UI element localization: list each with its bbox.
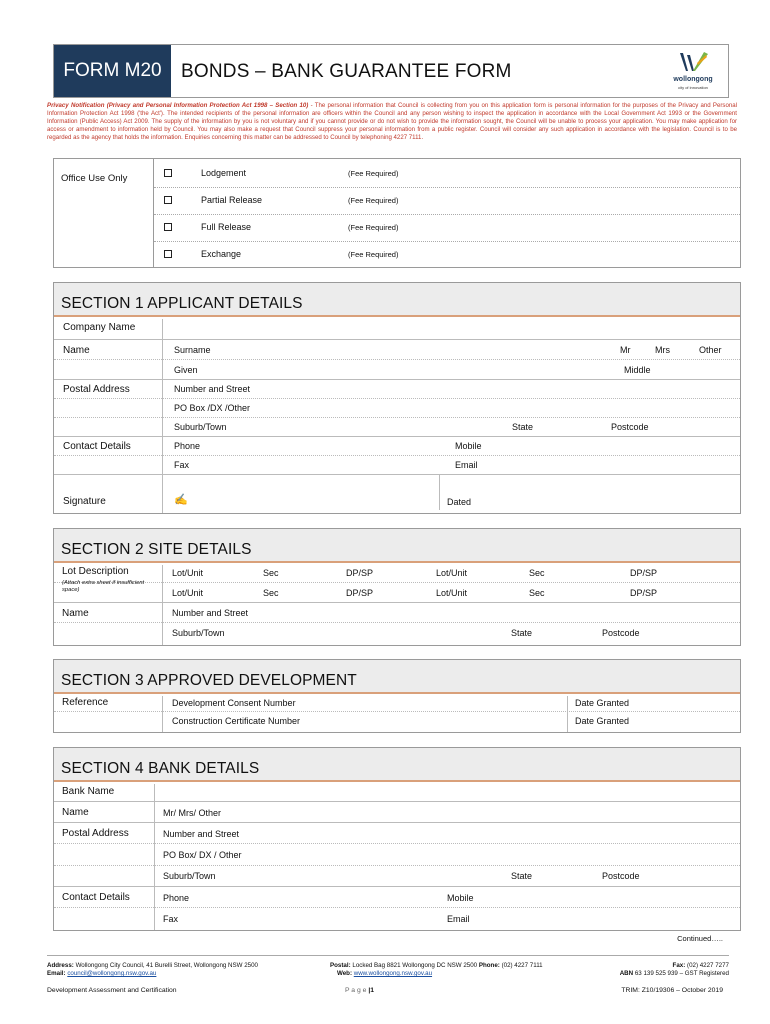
- dev-consent-date-field[interactable]: Date Granted: [575, 698, 630, 708]
- signature-divider: [439, 475, 440, 510]
- name-label: Name: [63, 345, 90, 356]
- bank-postal-address-label: Postal Address: [62, 828, 129, 839]
- office-use-box: [53, 158, 741, 268]
- bank-state-field[interactable]: State: [511, 871, 533, 881]
- form-code: FORM M20: [54, 45, 171, 97]
- construction-cert-date-field[interactable]: Date Granted: [575, 716, 630, 726]
- section-4-header: [54, 748, 740, 782]
- bank-name-field[interactable]: [156, 782, 738, 801]
- reference-label: Reference: [62, 697, 109, 708]
- logo-name: wollongong: [673, 76, 713, 83]
- phone-row: [54, 437, 740, 456]
- bank-fax-row: [54, 908, 740, 930]
- bank-name-label: Bank Name: [62, 786, 115, 797]
- privacy-body: - The personal information that Council is collecting from you on this application form is personal information for the purposes of the Privacy and Personal Information Protection Act 1998 ('the Act'). The intended recipients of the personal information are officers within the Council and any person wishing to inspect the application in accordance with the Local Government Act 1993 or the Government Information (Public Access) Act 2009. The supply of the information by you is not voluntary and if you cannot provide or do not wish to provide the information sought, the Council will be unable to process your application. You may make application for access or amendment to information held by Council. You may also make a request that Council suppress your personal information from a public register. Council will consider any such application in accordance with the legislation. Council is to be regarded as the agency that holds the information. Enquiries concerning this matter can be addressed to Council by telephoning 4227 7111.: [47, 102, 737, 142]
- phone-field[interactable]: Phone: [174, 441, 201, 451]
- lot-unit-field-2[interactable]: Lot/Unit: [436, 568, 468, 578]
- surname-field[interactable]: Surname: [174, 345, 211, 355]
- footer-web-link[interactable]: www.wollongong.nsw.gov.au: [353, 970, 433, 977]
- logo-tagline: city of innovation: [678, 85, 708, 90]
- abn-label: ABN: [619, 970, 634, 977]
- mr-option[interactable]: Mr: [620, 345, 631, 355]
- lot-description-label: Lot Description: [62, 566, 129, 577]
- signature-field[interactable]: [164, 475, 439, 510]
- office-row-lodgement: [154, 161, 740, 188]
- given-row: [54, 360, 740, 380]
- section-2-header: [54, 529, 740, 563]
- bank-phone-field[interactable]: Phone: [163, 893, 190, 903]
- company-name-label: Company Name: [63, 322, 136, 333]
- lodgement-fee: (Fee Required): [348, 169, 399, 178]
- sec-field-3[interactable]: Sec: [263, 588, 279, 598]
- site-name-label: Name: [62, 608, 89, 619]
- state-field[interactable]: State: [512, 422, 534, 432]
- dev-consent-row: [54, 694, 740, 712]
- page-label: P a g e: [345, 987, 367, 994]
- bank-postcode-field[interactable]: Postcode: [602, 871, 640, 881]
- bank-suburb-row: [54, 866, 740, 887]
- section-1-title: SECTION 1 APPLICANT DETAILS: [61, 295, 303, 312]
- footer-email-link[interactable]: council@wollongong.nsw.gov.au: [67, 970, 157, 977]
- full-release-label: Full Release: [201, 222, 252, 232]
- site-postcode-field[interactable]: Postcode: [602, 628, 640, 638]
- bank-pobox-row: [54, 844, 740, 866]
- partial-release-label: Partial Release: [201, 195, 263, 205]
- footer-postal-block: [330, 962, 543, 978]
- lot-unit-field-4[interactable]: Lot/Unit: [436, 588, 468, 598]
- footer-fax: (02) 4227 7277: [687, 962, 729, 969]
- phone-label: Phone:: [478, 962, 500, 969]
- surname-row: [54, 340, 740, 360]
- site-street-row: [54, 603, 740, 623]
- privacy-notification: [47, 102, 737, 142]
- bank-mobile-field[interactable]: Mobile: [447, 893, 474, 903]
- full-release-checkbox[interactable]: [164, 223, 172, 231]
- bank-name-row: [54, 782, 740, 802]
- partial-release-fee: (Fee Required): [348, 196, 399, 205]
- dpsp-field-3[interactable]: DP/SP: [346, 588, 374, 598]
- web-label: Web:: [337, 970, 353, 977]
- exchange-checkbox[interactable]: [164, 250, 172, 258]
- dpsp-field-2[interactable]: DP/SP: [630, 568, 658, 578]
- exchange-fee: (Fee Required): [348, 250, 399, 259]
- dpsp-field-1[interactable]: DP/SP: [346, 568, 374, 578]
- bank-number-street-field[interactable]: Number and Street: [163, 829, 240, 839]
- bank-phone-row: [54, 887, 740, 908]
- footer-trim: TRIM: Z10/19306 – October 2019: [621, 987, 723, 994]
- bank-name-person-label: Name: [62, 807, 89, 818]
- postal-address-label: Postal Address: [63, 384, 130, 395]
- form-header: [53, 44, 729, 98]
- bank-email-field[interactable]: Email: [447, 914, 470, 924]
- section-bank-details: [53, 747, 741, 931]
- bank-po-box-field[interactable]: PO Box/ DX / Other: [163, 850, 242, 860]
- site-suburb-field[interactable]: Suburb/Town: [172, 628, 225, 638]
- office-use-label: Office Use Only: [61, 173, 128, 184]
- council-logo: [664, 49, 722, 93]
- footer-address-block: [47, 962, 258, 978]
- section-3-header: [54, 660, 740, 694]
- bank-title-field[interactable]: Mr/ Mrs/ Other: [163, 808, 221, 818]
- page-indicator: [345, 987, 374, 994]
- signature-label: Signature: [63, 496, 106, 507]
- fax-row: [54, 456, 740, 475]
- suburb-field[interactable]: Suburb/Town: [174, 422, 227, 432]
- email-field[interactable]: Email: [455, 460, 478, 470]
- lot-row-2: [54, 580, 740, 603]
- office-row-full-release: [154, 215, 740, 242]
- section-applicant-details: [53, 282, 741, 514]
- dev-consent-field[interactable]: Development Consent Number: [172, 698, 296, 708]
- exchange-label: Exchange: [201, 249, 242, 259]
- footer-abn: 63 139 525 939 – GST Registered: [634, 970, 729, 977]
- company-name-row: [54, 317, 740, 340]
- site-state-field[interactable]: State: [511, 628, 533, 638]
- section-3-title: SECTION 3 APPROVED DEVELOPMENT: [61, 672, 357, 689]
- middle-name-field[interactable]: Middle: [624, 365, 651, 375]
- office-row-exchange: [154, 242, 740, 269]
- postcode-field[interactable]: Postcode: [611, 422, 649, 432]
- section-site-details: [53, 528, 741, 646]
- lodgement-checkbox[interactable]: [164, 169, 172, 177]
- postal-label: Postal:: [330, 962, 351, 969]
- footer-department: Development Assessment and Certification: [47, 987, 177, 994]
- lot-note: (Attach extra sheet if insufficient space): [62, 580, 145, 593]
- address-pobox-row: [54, 399, 740, 418]
- po-box-field[interactable]: PO Box /DX /Other: [174, 403, 251, 413]
- given-name-field[interactable]: Given: [174, 365, 198, 375]
- fax-label: Fax:: [672, 962, 686, 969]
- other-option[interactable]: Other: [699, 345, 722, 355]
- pen-icon: ✍: [174, 494, 188, 506]
- address-street-row: [54, 380, 740, 399]
- partial-release-checkbox[interactable]: [164, 196, 172, 204]
- bank-contact-name-row: [54, 802, 740, 823]
- construction-cert-row: [54, 712, 740, 730]
- signature-row: [54, 475, 740, 511]
- full-release-fee: (Fee Required): [348, 223, 399, 232]
- footer-fax-block: [620, 962, 729, 978]
- fax-field[interactable]: Fax: [174, 460, 190, 470]
- sec-field-1[interactable]: Sec: [263, 568, 279, 578]
- page-number: |1: [368, 987, 374, 994]
- privacy-heading: Privacy Notification (Privacy and Personal Information Protection Act 1998 – Section 10): [47, 102, 309, 109]
- section-approved-development: [53, 659, 741, 733]
- construction-cert-field[interactable]: Construction Certificate Number: [172, 716, 301, 726]
- lodgement-label: Lodgement: [201, 168, 247, 178]
- footer-divider: [47, 955, 729, 956]
- logo-mark-icon: [664, 49, 722, 77]
- bank-contact-details-label: Contact Details: [62, 892, 130, 903]
- bank-suburb-field[interactable]: Suburb/Town: [163, 871, 216, 881]
- email-label: Email:: [47, 970, 66, 977]
- company-name-field[interactable]: [164, 317, 738, 339]
- mobile-field[interactable]: Mobile: [455, 441, 482, 451]
- form-title: BONDS – BANK GUARANTEE FORM: [181, 61, 512, 82]
- section-1-header: [54, 283, 740, 317]
- site-suburb-row: [54, 623, 740, 643]
- address-label: Address:: [47, 962, 74, 969]
- mrs-option[interactable]: Mrs: [655, 345, 670, 355]
- number-street-field[interactable]: Number and Street: [174, 384, 251, 394]
- footer-address: Wollongong City Council, 41 Burelli Street, Wollongong NSW 2500: [75, 962, 258, 969]
- section-2-title: SECTION 2 SITE DETAILS: [61, 541, 252, 558]
- dpsp-field-4[interactable]: DP/SP: [630, 588, 658, 598]
- lot-unit-field-1[interactable]: Lot/Unit: [172, 568, 204, 578]
- section-4-title: SECTION 4 BANK DETAILS: [61, 760, 260, 777]
- lot-unit-field-3[interactable]: Lot/Unit: [172, 588, 204, 598]
- dated-field[interactable]: Dated: [447, 497, 472, 507]
- contact-details-label: Contact Details: [63, 441, 131, 452]
- footer-phone: (02) 4227 7111: [501, 962, 543, 969]
- office-row-partial-release: [154, 188, 740, 215]
- continued-note: Continued…..: [677, 934, 723, 943]
- address-suburb-row: [54, 418, 740, 437]
- bank-fax-field[interactable]: Fax: [163, 914, 179, 924]
- sec-field-2[interactable]: Sec: [529, 568, 545, 578]
- bank-street-row: [54, 823, 740, 844]
- sec-field-4[interactable]: Sec: [529, 588, 545, 598]
- site-number-street-field[interactable]: Number and Street: [172, 608, 249, 618]
- footer-postal: Locked Bag 8821 Wollongong DC NSW 2500: [352, 962, 478, 969]
